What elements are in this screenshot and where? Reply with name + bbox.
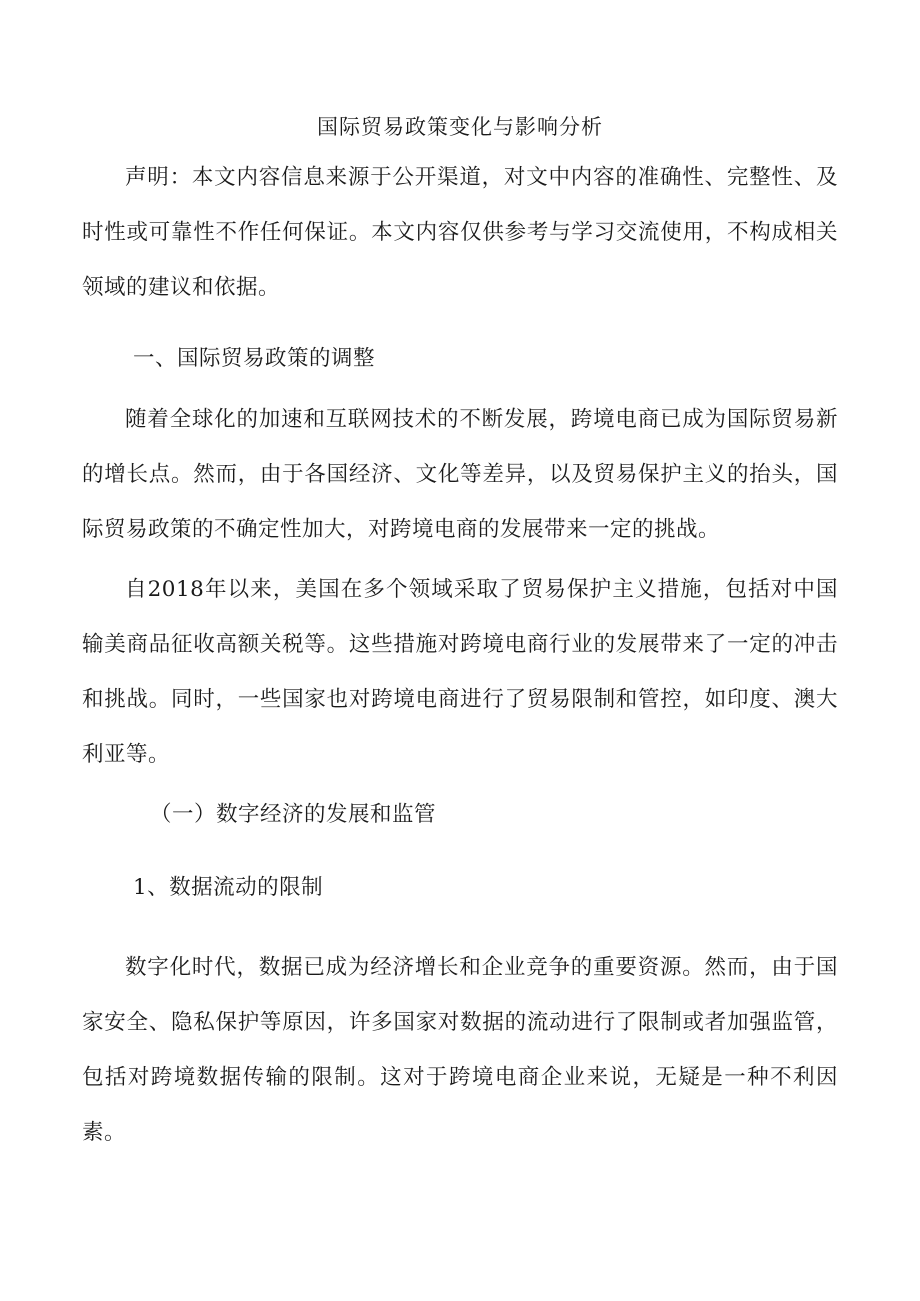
section-1-paragraph-1: 随着全球化的加速和互联网技术的不断发展，跨境电商已成为国际贸易新的增长点。然而，由于各国经济、文化等差异，以及贸易保护主义的抬头，国际贸易政策的不确定性加大，对跨境电商的发展带来一定的挑战。 xyxy=(82,407,838,542)
item-1-paragraph: 数字化时代，数据已成为经济增长和企业竞争的重要资源。然而，由于国家安全、隐私保护等原因，许多国家对数据的流动进行了限制或者加强监管，包括对跨境数据传输的限制。这对于跨境电商企业来说，无疑是一种不利因素。 xyxy=(82,955,838,1145)
disclaimer-paragraph: 声明：本文内容信息来源于公开渠道，对文中内容的准确性、完整性、及时性或可靠性不作任何保证。本文内容仅供参考与学习交流使用，不构成相关领域的建议和依据。 xyxy=(82,165,838,300)
document-title: 国际贸易政策变化与影响分析 xyxy=(317,115,603,139)
section-1-paragraph-2: 自2018年以来，美国在多个领域采取了贸易保护主义措施，包括对中国输美商品征收高额关税等。这些措施对跨境电商行业的发展带来了一定的冲击和挑战。同时，一些国家也对跨境电商进行了贸易限制和管控，如印度、澳大利亚等。 xyxy=(82,577,838,767)
section-heading-1: 一、国际贸易政策的调整 xyxy=(133,346,376,371)
subsection-heading-1: （一）数字经济的发展和监管 xyxy=(150,802,437,827)
item-heading-1: 1、数据流动的限制 xyxy=(133,875,324,900)
